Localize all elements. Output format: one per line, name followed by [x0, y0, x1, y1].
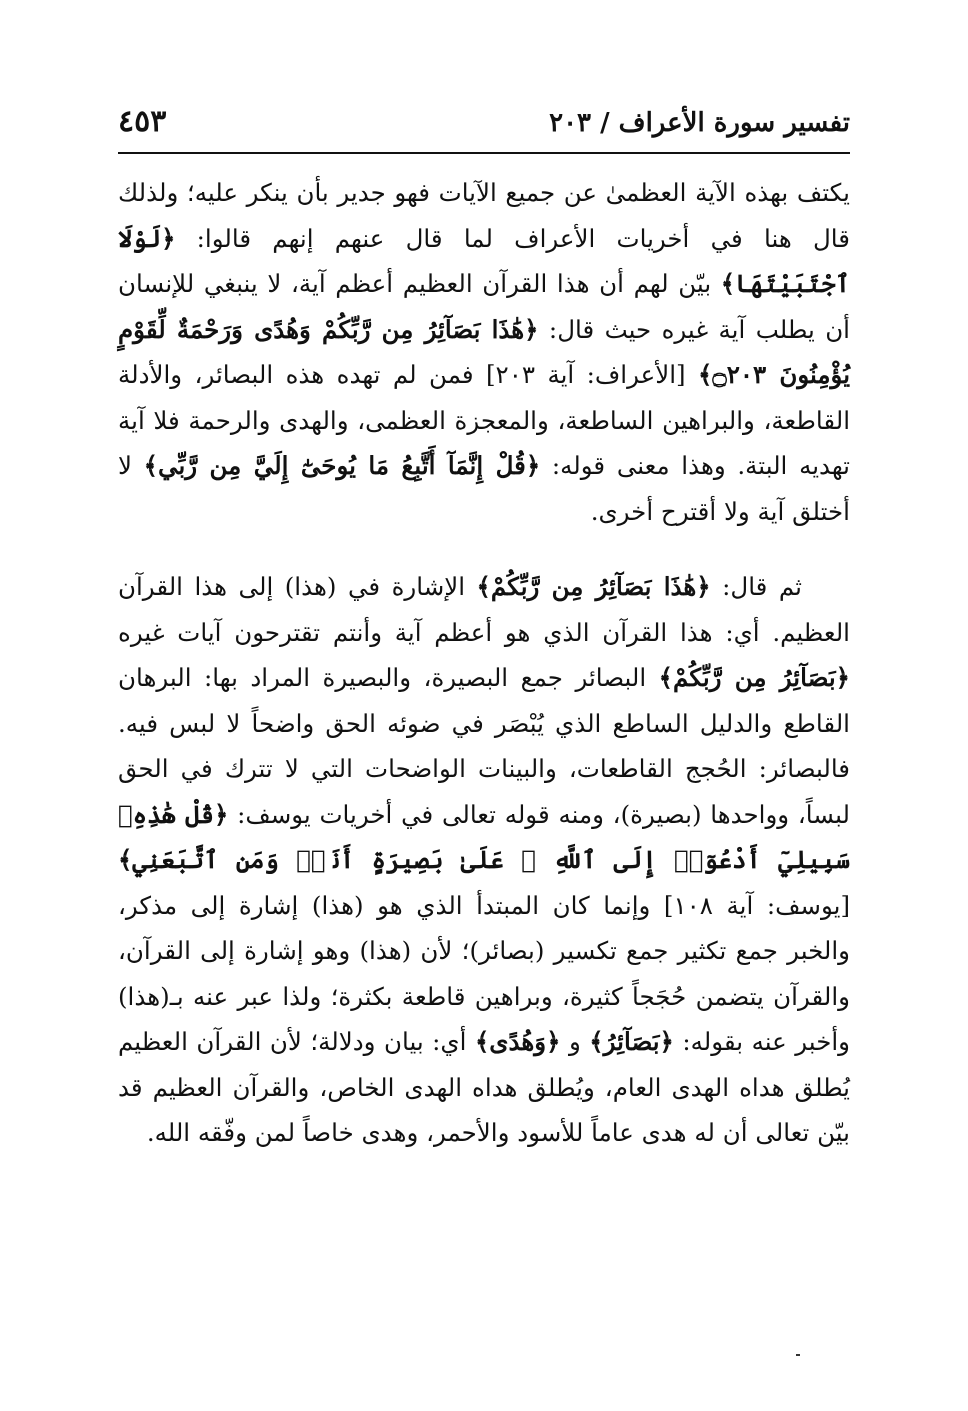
quran-verse: ﴿قُلْ إِنَّمَآ أَتَّبِعُ مَا يُوحَىٰٓ إِلَيَّ مِن رَّبِّي﴾ [143, 451, 541, 480]
quran-verse: ﴿وَهُدًى﴾ [474, 1027, 561, 1056]
quran-verse: ﴿هَٰذَا بَصَآئِرُ مِن رَّبِّكُمْ﴾ [476, 572, 711, 601]
paragraph-1 [118, 170, 850, 534]
text-segment: ثم قال: [710, 572, 803, 601]
text-segment: بيّن لهم أن هذا القرآن العظيم أعظم آية، لا ينبغي للإنسان أن يطلب آية غيره حيث قال: [118, 269, 850, 344]
text-segment: و [560, 1027, 590, 1056]
paragraph-2 [118, 564, 850, 1156]
text-segment: لا أختلق آية ولا أقترح أخرى. [118, 451, 850, 526]
footer-mark [796, 1354, 800, 1356]
page-number: ٤٥٣ [118, 104, 167, 139]
quran-verse: ﴿قُلْ هَٰذِهِۦ سَبِيلِيٓ أَدْعُوٓا۟ إِلَى ٱللَّهِ ۚ عَلَىٰ بَصِيرَةٍ أَنَا۠ وَمَنِ ٱتَّبَعَنِي﴾ [118, 799, 850, 874]
quran-verse: ﴿بَصَآئِرُ﴾ [589, 1027, 674, 1056]
quran-verse: ﴿لَوْلَا ٱجْتَبَيْتَهَا﴾ [118, 223, 850, 298]
header-rule [118, 152, 850, 154]
quran-verse: ﴿بَصَآئِرُ مِن رَّبِّكُمْ﴾ [658, 663, 850, 692]
text-segment: أي: بيان ودلالة؛ لأن القرآن العظيم يُطلق هداه الهدى العام، ويُطلق هداه الهدى الخاص، والقرآن العظيم قد بيّن تعالى أن له هدى عاماً للأسود والأحمر، وهدى خاصاً لمن وفّقه الله. [118, 1027, 850, 1147]
text-segment: يكتف بهذه الآية العظمىٰ عن جميع الآيات فهو جدير بأن ينكر عليه؛ ولذلك قال هنا في أخريات الأعراف لما قال عنهم إنهم قالوا: [118, 178, 850, 253]
quran-verse: ﴿هَٰذَا بَصَآئِرُ مِن رَّبِّكُمْ وَهُدًى وَرَحْمَةٌ لِّقَوْمٍ يُؤْمِنُونَ ۝٢٠٣﴾ [118, 314, 851, 389]
text-segment: [يوسف: آية ١٠٨] وإنما كان المبتدأ الذي هو (هذا) إشارة إلى مذكر، والخبر جمع تكثير جمع تكسير (بصائر)؛ لأن (هذا) وهو إشارة إلى القرآن، والقرآن يتضمن حُجَجاً كثيرة، وبراهين قاطعة بكثرة؛ ولذا عبر عنه بـ(هذا) وأخبر عنه بقوله: [118, 890, 850, 1056]
text-segment: البصائر جمع البصيرة، والبصيرة المراد بها: البرهان القاطع والدليل الساطع الذي يُبْصَر في ضوئه الحق واضحاً لا لبس فيه. فالبصائر: الحُجج القاطعات، والبينات الواضحات التي لا تترك في الحق لبساً، وواحدها (بصيرة)، ومنه قوله تعالى في أخريات يوسف: [118, 663, 850, 829]
body-text [118, 170, 850, 1156]
page-header [118, 104, 850, 148]
running-title: تفسير سورة الأعراف / ٢٠٣ [549, 108, 850, 138]
text-segment: [الأعراف: آية ٢٠٣] فمن لم تهده هذه البصائر، والأدلة القاطعة، والبراهين الساطعة، والمعجزة العظمى، والهدى والرحمة فلا آية تهديه البتة. وهذا معنى قوله: [118, 360, 850, 480]
text-segment: الإشارة في (هذا) إلى هذا القرآن العظيم. أي: هذا القرآن الذي هو أعظم آية وأنتم تقترحون آيات غيره [118, 572, 850, 647]
